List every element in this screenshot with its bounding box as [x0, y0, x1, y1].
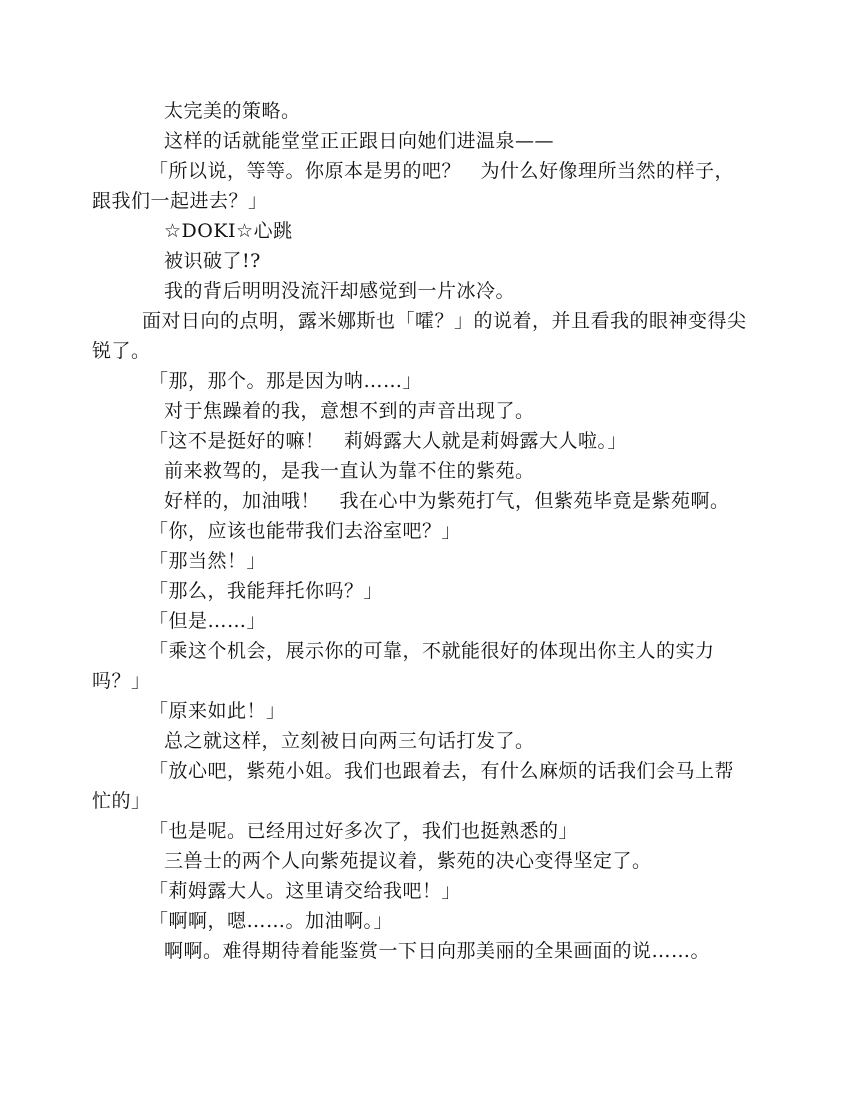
dialog-paragraph: 「乘这个机会，展示你的可靠，不就能很好的体现出你主人的实力吗？」: [92, 640, 715, 692]
dialog-paragraph: 「那当然！」: [149, 550, 267, 572]
dialog-paragraph: 「啊啊，嗯……。加油啊。」: [149, 910, 394, 932]
dialog-paragraph: 「那么，我能拜托你吗？」: [149, 580, 384, 602]
dialog-paragraph: 「你，应该也能带我们去浴室吧？」: [149, 520, 462, 542]
paragraph: ☆DOKI☆心跳: [164, 220, 293, 242]
dialog-paragraph: 「原来如此！」: [149, 700, 286, 722]
dialog-paragraph: 「那，那个。那是因为呐……」: [149, 370, 423, 392]
paragraph: 啊啊。难得期待着能鉴赏一下日向那美丽的全果画面的说……。: [164, 940, 711, 962]
paragraph: 太完美的策略。: [164, 100, 301, 122]
dialog-paragraph: 「莉姆露大人。这里请交给我吧！」: [149, 880, 462, 902]
paragraph: 我的背后明明没流汗却感觉到一片冰冷。: [164, 280, 516, 302]
paragraph: 总之就这样，立刻被日向两三句话打发了。: [164, 730, 535, 752]
paragraph: 三兽士的两个人向紫苑提议着，紫苑的决心变得坚定了。: [164, 850, 652, 872]
dialog-paragraph: 「所以说，等等。你原本是男的吧？ 为什么好像理所当然的样子，跟我们一起进去？」: [92, 160, 735, 212]
dialog-paragraph: 「放心吧，紫苑小姐。我们也跟着去，有什么麻烦的话我们会马上帮忙的」: [92, 760, 735, 812]
body-text: [92, 96, 752, 966]
paragraph: 对于焦躁着的我，意想不到的声音出现了。: [164, 400, 535, 422]
paragraph: 被识破了!?: [164, 250, 261, 272]
dialog-paragraph: 「也是呢。已经用过好多次了，我们也挺熟悉的」: [149, 820, 579, 842]
paragraph: 前来救驾的，是我一直认为靠不住的紫苑。: [164, 460, 535, 482]
dialog-paragraph: 「这不是挺好的嘛！ 莉姆露大人就是莉姆露大人啦。」: [149, 430, 628, 452]
paragraph: 这样的话就能堂堂正正跟日向她们进温泉——: [164, 130, 555, 152]
paragraph: 面对日向的点明，露米娜斯也「嚯？」的说着，并且看我的眼神变得尖锐了。: [92, 310, 747, 362]
paragraph: 好样的，加油哦！ 我在心中为紫苑打气，但紫苑毕竟是紫苑啊。: [164, 490, 730, 512]
dialog-paragraph: 「但是……」: [149, 610, 267, 632]
